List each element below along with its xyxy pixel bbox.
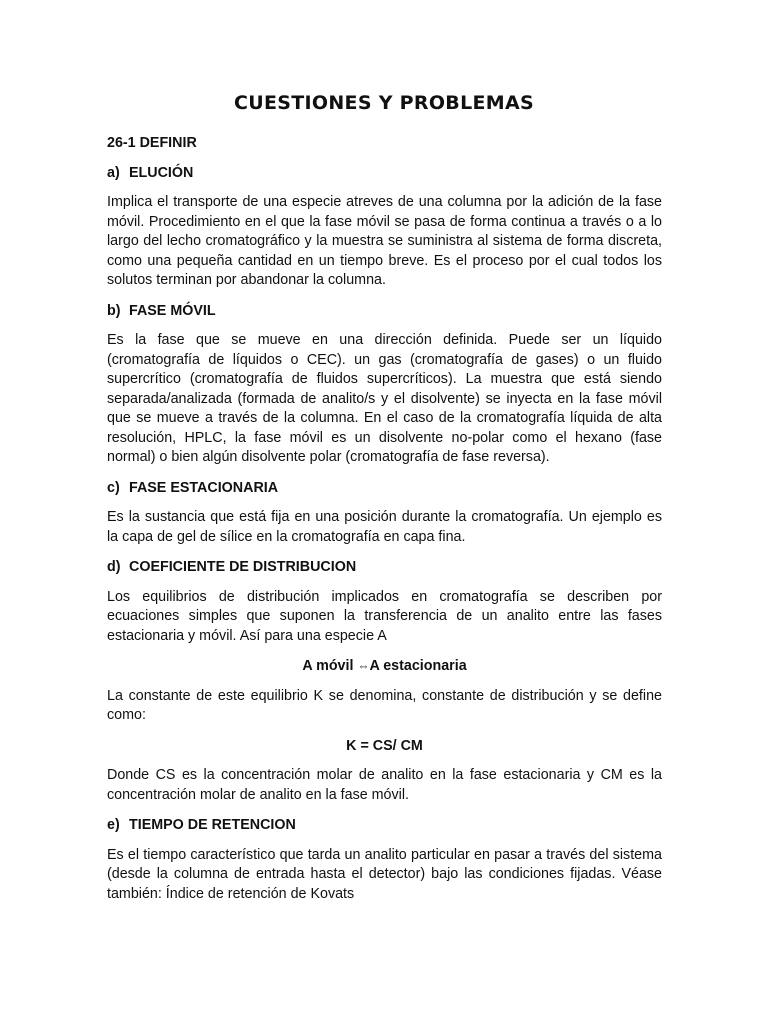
paragraph-coeficiente-1: Los equilibrios de distribución implicados en cromatografía se describen por ecuaciones simples que suponen la transferencia de un analito entre las fases estacionaria y móvil. Así para una especie A <box>107 588 662 644</box>
heading-fase-estacionaria <box>107 479 662 499</box>
page-title: CUESTIONES Y PROBLEMAS <box>234 92 534 114</box>
heading-letter: a) <box>107 164 120 181</box>
heading-letter: b) <box>107 302 121 319</box>
paragraph-coeficiente-3: Donde CS es la concentración molar de analito en la fase estacionaria y CM es la concentración molar de analito en la fase móvil. <box>107 767 662 803</box>
heading-text: FASE ESTACIONARIA <box>129 479 279 496</box>
heading-coeficiente <box>107 558 662 578</box>
equation-left: A móvil <box>302 658 354 674</box>
section-label: 26-1 DEFINIR <box>107 135 197 151</box>
heading-text: TIEMPO DE RETENCION <box>129 817 296 833</box>
equilibrium-arrow-icon: ⇔ <box>357 659 370 673</box>
paragraph-coeficiente-2: La constante de este equilibrio K se denomina, constante de distribución y se define como: <box>107 687 662 723</box>
heading-letter: d) <box>107 559 121 575</box>
heading-letter: e) <box>107 817 120 833</box>
paragraph-fase-estacionaria: Es la sustancia que está fija en una posición durante la cromatografía. Un ejemplo es la capa de gel de sílice en la cromatografía en capa fina. <box>107 509 662 545</box>
heading-text: COEFICIENTE DE DISTRIBUCION <box>129 559 357 575</box>
equation-right: A estacionaria <box>369 658 467 674</box>
paragraph-elucion: Implica el transporte de una especie atreves de una columna por la adición de la fase móvil. Procedimiento en el que la fase móvil se pasa de forma continua a través o a lo largo del lecho cromatográfico y la muestra se suministra al sistema de forma discreta, como una pequeña cantidad en un tiempo breve. Es el proceso por el cual todos los solutos terminan por abandonar la columna. <box>107 194 662 288</box>
equation-constant: K = CS/ CM <box>346 737 423 754</box>
heading-elucion <box>107 164 662 184</box>
heading-letter: c) <box>107 479 120 496</box>
paragraph-tiempo-retencion: Es el tiempo característico que tarda un analito particular en pasar a través del sistema (desde la columna de entrada hasta el detector) bajo las condiciones fijadas. Véase también: Índice de retención de Kovats <box>107 846 662 902</box>
heading-text: FASE MÓVIL <box>129 302 216 319</box>
document-body <box>107 134 662 915</box>
paragraph-fase-movil: Es la fase que se mueve en una dirección definida. Puede ser un líquido (cromatografía de líquidos o CEC). un gas (cromatografía de gases) o un fluido supercrítico (cromatografía de fluidos supercríticos). La muestra que está siendo separada/analizada (formada de analito/s y el disolvente) se inyecta en la fase móvil que se mueve a través de la columna. En el caso de la cromatografía líquida de alta resolución, HPLC, la fase móvil es un disolvente no-polar como el hexano (fase normal) o bien algún disolvente polar (cromatografía de fase reversa). <box>107 332 662 465</box>
heading-tiempo-retencion <box>107 816 662 836</box>
heading-text: ELUCIÓN <box>129 164 194 181</box>
equation-equilibrium <box>107 657 662 677</box>
heading-fase-movil <box>107 302 662 322</box>
